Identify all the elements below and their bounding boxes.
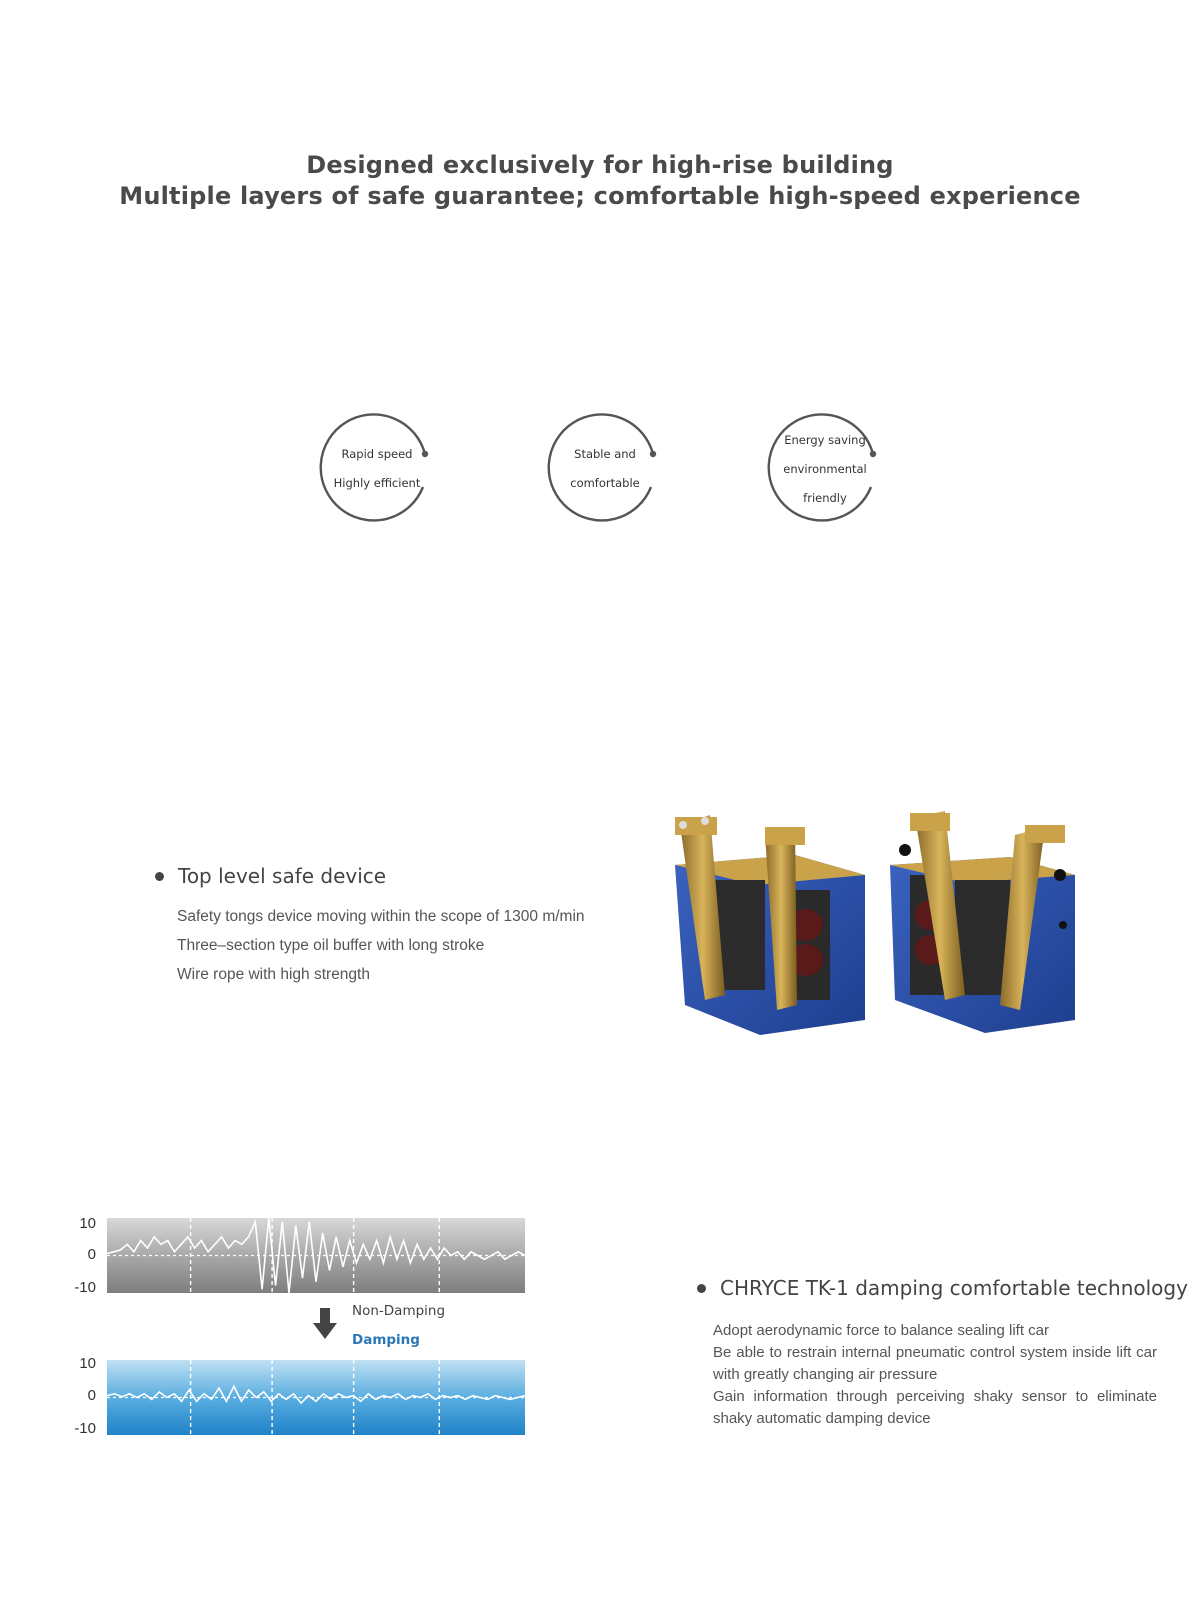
- list-item: Adopt aerodynamic force to balance sealing lift car: [713, 1322, 1050, 1339]
- feature-stable: [545, 409, 665, 529]
- damping-title: [697, 1276, 1188, 1300]
- safety-gear-right: [890, 811, 1075, 1033]
- feature-line: Highly efficient: [333, 476, 421, 490]
- feature-line: environmental: [783, 461, 867, 476]
- legend-damping: Damping: [352, 1332, 420, 1348]
- feature-rapid-speed: [317, 409, 437, 529]
- tick-label: -10: [74, 1279, 96, 1296]
- bullet-icon: [697, 1284, 706, 1293]
- safety-title: [155, 864, 386, 888]
- feature-line: Stable and: [574, 447, 636, 461]
- damping-title-text: CHRYCE TK-1 damping comfortable technology: [720, 1276, 1188, 1300]
- list-item: Be able to restrain internal pneumatic control system inside lift car with greatly changing air pressure: [713, 1344, 1157, 1383]
- feature-energy-saving: [765, 409, 885, 529]
- safety-title-text: Top level safe device: [178, 864, 387, 888]
- damping-comparison-chart: [60, 1205, 540, 1445]
- bullet-icon: [155, 872, 164, 881]
- list-item: Wire rope with high strength: [177, 966, 370, 983]
- tick-label: 0: [87, 1387, 96, 1404]
- list-item: Gain information through perceiving shaky sensor to eliminate shaky automatic damping device: [713, 1388, 1157, 1427]
- feature-line: friendly: [803, 490, 847, 505]
- safety-list: [177, 902, 585, 989]
- tick-label: 10: [79, 1355, 96, 1372]
- legend-non-damping: Non-Damping: [352, 1303, 446, 1319]
- headline-line-2: Multiple layers of safe guarantee; comfortable high-speed experience: [119, 182, 1081, 210]
- list-item: Three–section type oil buffer with long stroke: [177, 937, 485, 954]
- list-item: Safety tongs device moving within the scope of 1300 m/min: [177, 908, 585, 925]
- headline-line-1: Designed exclusively for high-rise building: [306, 151, 894, 179]
- tick-label: 10: [79, 1215, 96, 1232]
- tick-label: 0: [87, 1246, 96, 1263]
- chart-svg: [60, 1205, 540, 1445]
- tick-label: -10: [74, 1420, 96, 1437]
- feature-line: Rapid speed: [341, 447, 413, 461]
- headline: [0, 150, 1200, 212]
- feature-line: comfortable: [570, 476, 640, 490]
- safety-gear-left: [675, 815, 865, 1035]
- safety-gear-illustration: [665, 805, 1085, 1045]
- down-arrow-icon: [313, 1308, 337, 1339]
- damping-list: [713, 1320, 1157, 1430]
- feature-line: Energy saving: [784, 432, 866, 447]
